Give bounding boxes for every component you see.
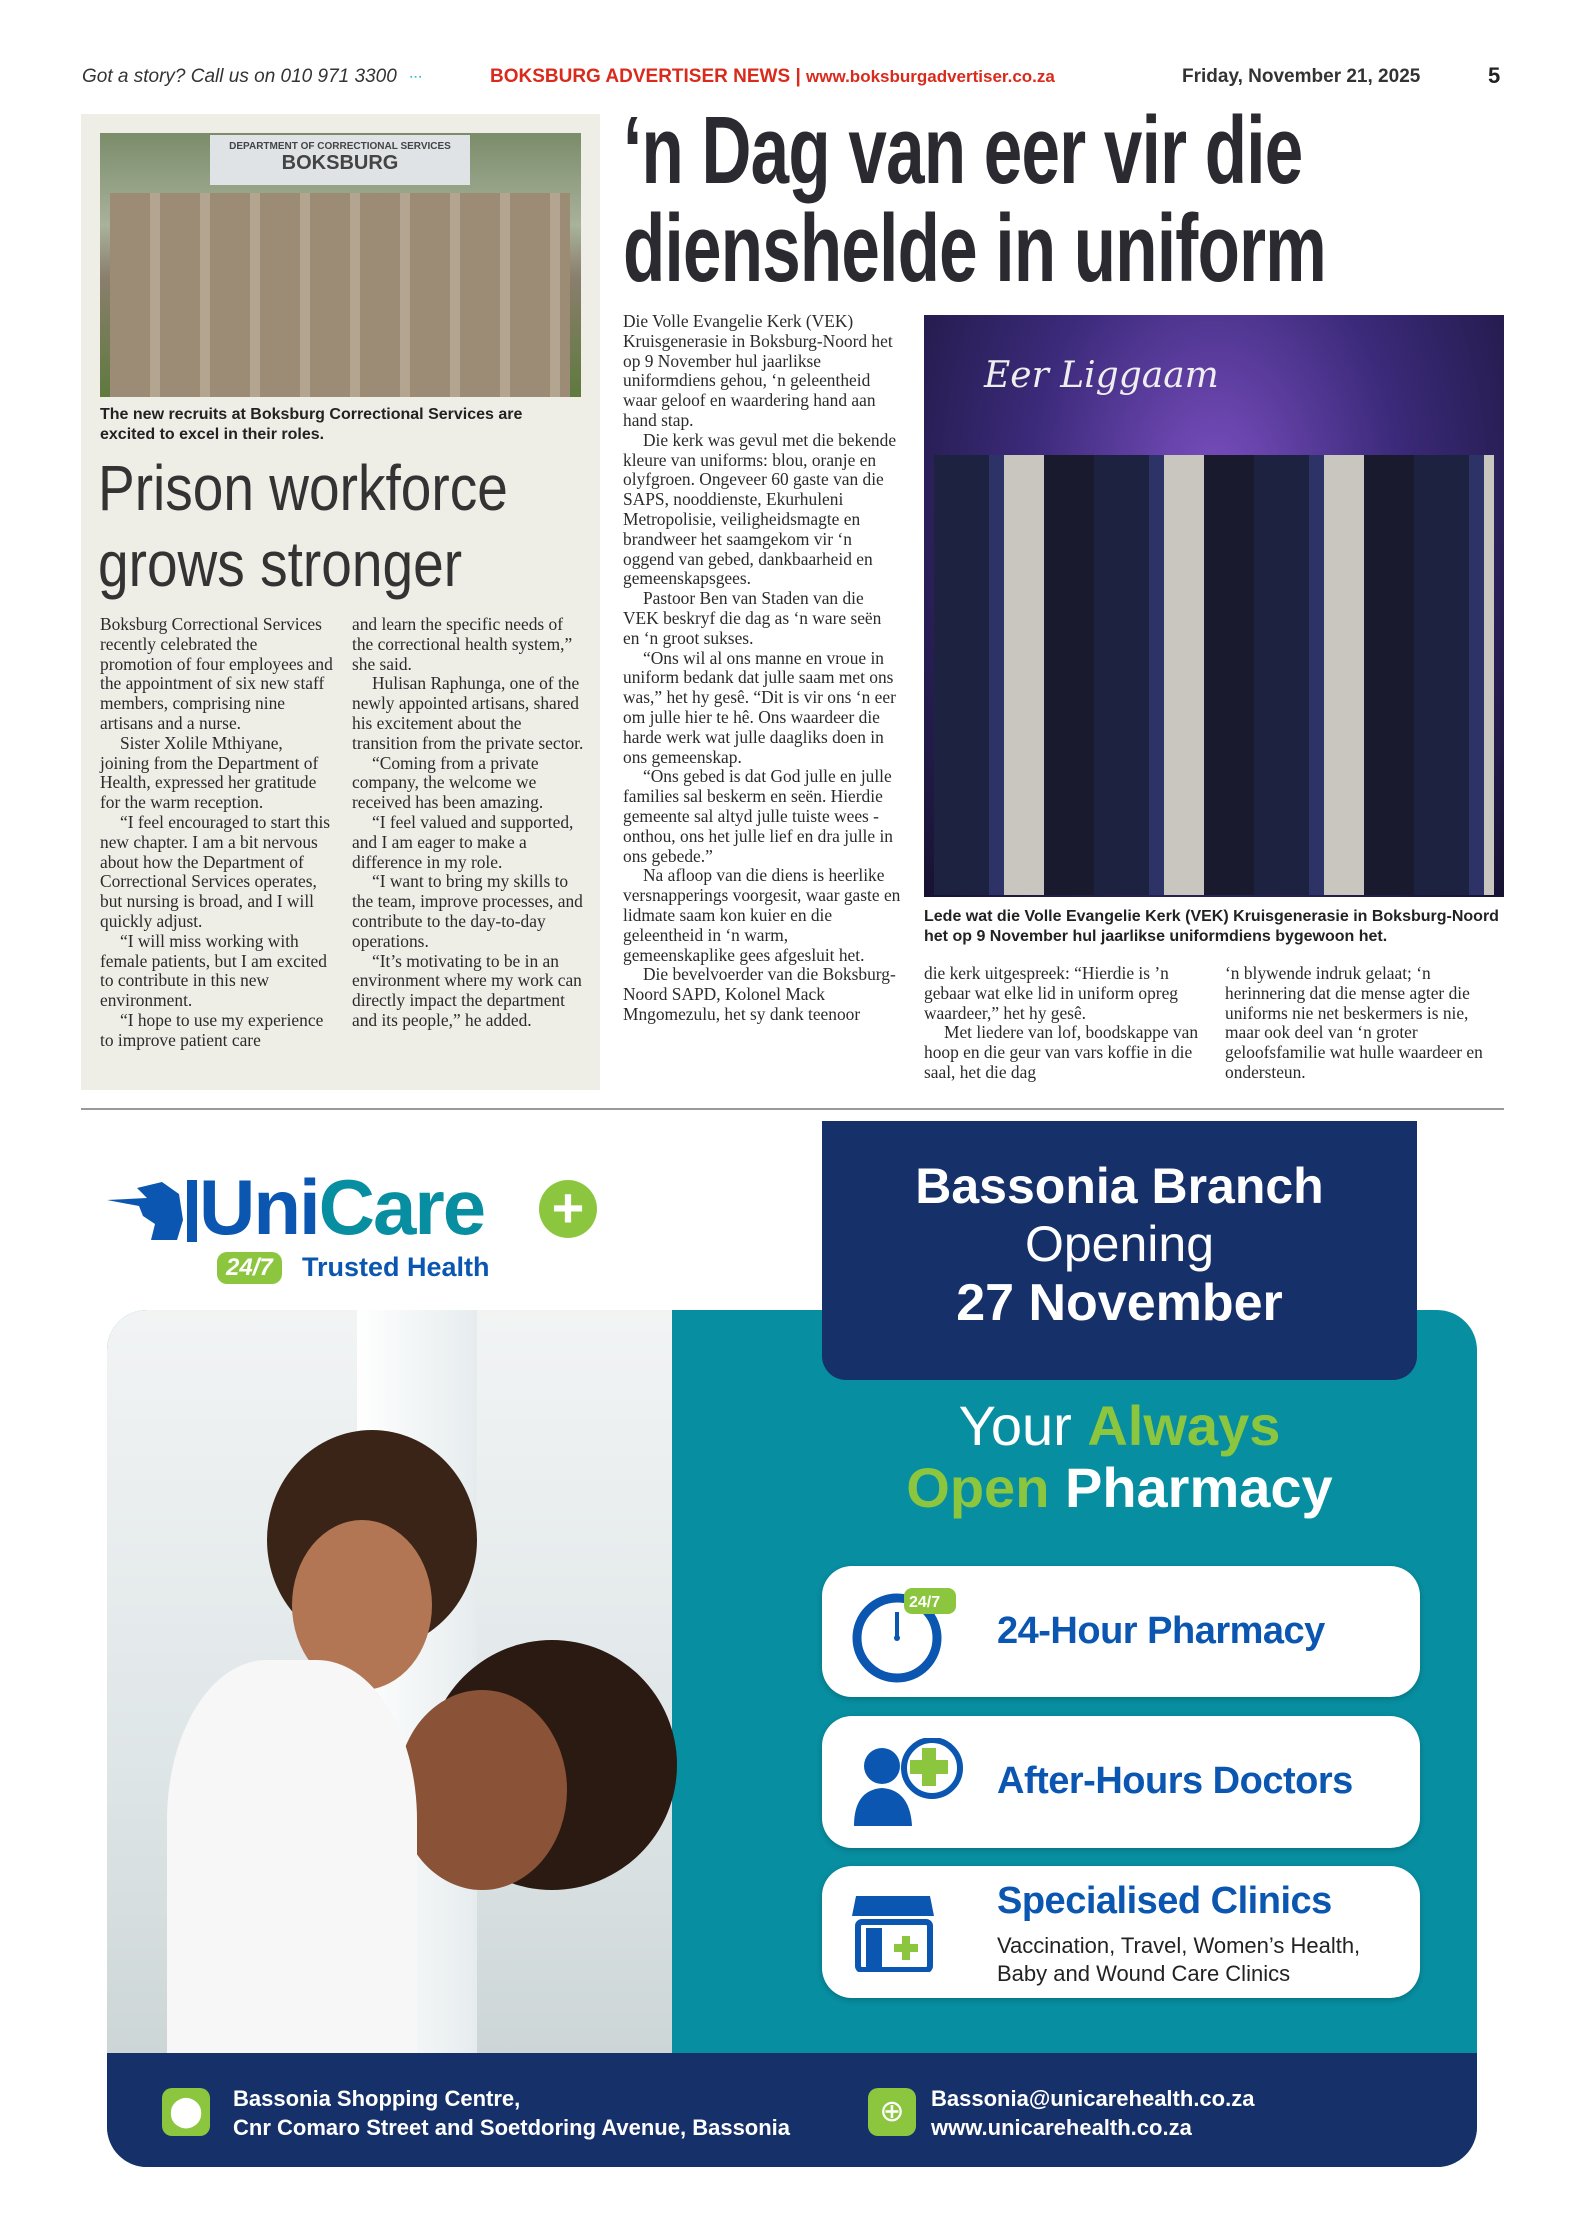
address [233, 2084, 790, 2142]
registration-marks: ▪ ▪ ▪ [410, 74, 422, 81]
prison-article [81, 114, 600, 1090]
paragraph: “Coming from a private company, the welcome we received has been amazing. [352, 752, 544, 813]
paragraph: Die Volle Evangelie Kerk (VEK) Kruisgenerasie in Boksburg-Noord het op 9 November hul jaarlikse uniformdiens gehou, ‘n geleentheid waar geloof en waardering hand aan hand stap. [623, 311, 893, 430]
branch-name: Bassonia Branch [915, 1158, 1324, 1214]
photo-caption: The new recruits at Boksburg Correctional Services are excited to excel in their roles. [100, 406, 523, 443]
paragraph: “I feel valued and supported, and I am eager to make a difference in my role. [352, 811, 574, 872]
doctor-plus-icon [852, 1738, 967, 1828]
correctional-sign [210, 135, 470, 185]
paragraph: Boksburg Correctional Services recently celebrated the promotion of four employees and the appointment of six new staff members, comprising nine artisans and a nurse. [100, 614, 333, 733]
paragraph: “I hope to use my experience to improve patient care [100, 1009, 324, 1050]
article-column-2 [352, 615, 586, 1031]
paragraph: “It’s motivating to be in an environment where my work can directly impact the department and its people,” he added. [352, 950, 582, 1030]
email-link[interactable]: Bassonia@unicarehealth.co.za [931, 2086, 1255, 2111]
brand-wordmark: UniCare [199, 1163, 485, 1251]
church-photo [924, 315, 1504, 897]
article-column-1 [100, 615, 334, 1051]
paragraph: Die kerk was gevul met die bekende kleure van uniforms: blou, oranje en olyfgroen. Ongeveer 60 gaste van die SAPS, nooddienste, Ekurhuleni Metropolisie, veiligheidsmagte en brandweer het saamgekom vir ‘n oggend van gebed, dankbaarheid en gemeenskapsgees. [623, 429, 897, 589]
clock-24-7-icon [852, 1580, 962, 1685]
paragraph: Na afloop van die diens is heerlike versnapperings voorgesit, waar gaste en lidmate saam kon kuier en die geleentheid in ‘n warm, gemeenskaplike gees afgesluit het. [623, 865, 901, 965]
people-group [110, 193, 570, 397]
headline-line2: grows stronger [98, 528, 463, 600]
paragraph: “I will miss working with female patients, but I am excited to contribute in this new environment. [100, 930, 327, 1011]
feature-card-clinics [822, 1866, 1420, 1998]
publication-masthead [490, 66, 1055, 88]
uniformed-group [934, 455, 1494, 895]
unicare-logo [107, 1163, 617, 1288]
paragraph: ‘n blywende indruk gelaat; ‘n herinnering dat die mense agter die uniforms nie net beskermers is nie, maar ook deel van ‘n groter geloofsfamilie wat hulle waardeer en ondersteun. [1225, 963, 1483, 1082]
address-line2: Cnr Comaro Street and Soetdoring Avenue, Bassonia [233, 2115, 791, 2140]
article-headline [98, 450, 508, 602]
website-link[interactable]: www.boksburgadvertiser.co.za [806, 67, 1055, 86]
clinic-store-icon [852, 1892, 937, 1972]
svg-text:24/7: 24/7 [909, 1594, 941, 1611]
headline-line1: Prison workforce [98, 452, 508, 524]
location-pin-icon: ⬤ [162, 2088, 210, 2136]
paragraph: and learn the specific needs of the correctional health system,” she said. [352, 614, 573, 674]
paragraph: “I feel encouraged to start this new chapter. I am a bit nervous about how the Department of Correctional Services operates, but nursing is broad, and I will quickly adjust. [100, 811, 331, 931]
article-column-1 [623, 312, 901, 1025]
headline-line1: ‘n Dag van eer vir die [623, 97, 1303, 204]
badge-24-7: 24/7 [217, 1252, 282, 1284]
logo-tagline: Trusted Health [302, 1252, 490, 1282]
headline-line2: dienshelde in uniform [623, 195, 1327, 302]
globe-icon: ⊕ [868, 2088, 916, 2136]
branch-opening-box [822, 1121, 1417, 1380]
paragraph: die kerk uitgespreek: “Hierdie is ’n gebaar wat elke lid in uniform opreg waardeer,” het hy gesê. [924, 963, 1179, 1023]
issue-date: Friday, November 21, 2025 [1182, 66, 1421, 87]
opening-label: Opening [1024, 1216, 1215, 1272]
publication-name: BOKSBURG ADVERTISER NEWS [490, 66, 791, 87]
separator: | [795, 66, 801, 87]
contact [931, 2084, 1254, 2142]
paragraph: “Ons wil al ons manne en vroue in uniform bedank dat julle saam met ons was,” het hy gesê. “Dit is vir ons ‘n eer om julle hier te hê. Ons waardeer die harde werk wat julle daagliks doen in ons gemeenskap. [623, 647, 896, 767]
slogan [822, 1395, 1417, 1519]
paragraph: Die bevelvoerder van die Boksburg-Noord SAPD, Kolonel Mack Mngomezulu, het sy dank teenoor [623, 964, 896, 1024]
feature-title: After-Hours Doctors [997, 1760, 1353, 1802]
header-tagline: Got a story? Call us on 010 971 3300 [82, 66, 397, 87]
feature-title: 24-Hour Pharmacy [997, 1610, 1325, 1652]
mother-child-photo [107, 1310, 672, 2053]
main-headline [623, 97, 1327, 302]
stage-banner-text: Eer Liggaam [984, 355, 1219, 396]
paragraph: Hulisan Raphunga, one of the newly appointed artisans, shared his excitement about the transition from the private sector. [352, 673, 584, 753]
section-divider [81, 1108, 1504, 1110]
paragraph: Met liedere van lof, boodskappe van hoop en die geur van vars koffie in die saal, het die dag [924, 1022, 1199, 1082]
page-number: 5 [1488, 63, 1501, 88]
recruits-photo [100, 133, 581, 397]
opening-date: 27 November [956, 1274, 1283, 1332]
sign-line2: BOKSBURG [281, 152, 399, 174]
slogan-open: Open [906, 1456, 1050, 1519]
paragraph: “Ons gebed is dat God julle en julle families sal beskerm en seën. Hierdie gemeente sal altyd julle tuiste wees - onthou, ons het julle lief en dra julle in ons gebede.” [623, 766, 893, 866]
plus-icon: + [539, 1180, 597, 1238]
feature-card-doctors [822, 1716, 1420, 1848]
sign-line1: DEPARTMENT OF CORRECTIONAL SERVICES [229, 141, 451, 152]
unicorn-icon [107, 1180, 197, 1242]
address-line1: Bassonia Shopping Centre, [233, 2086, 521, 2111]
article-column-2 [924, 964, 1200, 1083]
web-link[interactable]: www.unicarehealth.co.za [931, 2115, 1192, 2140]
article-column-3 [1225, 964, 1503, 1083]
photo-caption: Lede wat die Volle Evangelie Kerk (VEK) Kruisgenerasie in Boksburg-Noord het op 9 November hul jaarlikse uniformdiens bygewoon het. [924, 908, 1499, 945]
feature-title: Specialised Clinics [997, 1880, 1332, 1922]
feature-card-24-hour [822, 1566, 1420, 1697]
slogan-always: Always [1087, 1394, 1281, 1457]
paragraph: Sister Xolile Mthiyane, joining from the Department of Health, expressed her gratitude for the warm reception. [100, 732, 319, 813]
paragraph: “I want to bring my skills to the team, improve processes, and contribute to the day-to-day operations. [352, 871, 583, 951]
slogan-pharmacy: Pharmacy [1064, 1456, 1333, 1519]
paragraph: Pastoor Ben van Staden van die VEK beskryf die dag as ‘n ware seën en ‘n groot sukses. [623, 588, 882, 648]
slogan-your: Your [958, 1394, 1072, 1457]
feature-subtitle: Vaccination, Travel, Women’s Health, Baby and Wound Care Clinics [997, 1933, 1361, 1986]
